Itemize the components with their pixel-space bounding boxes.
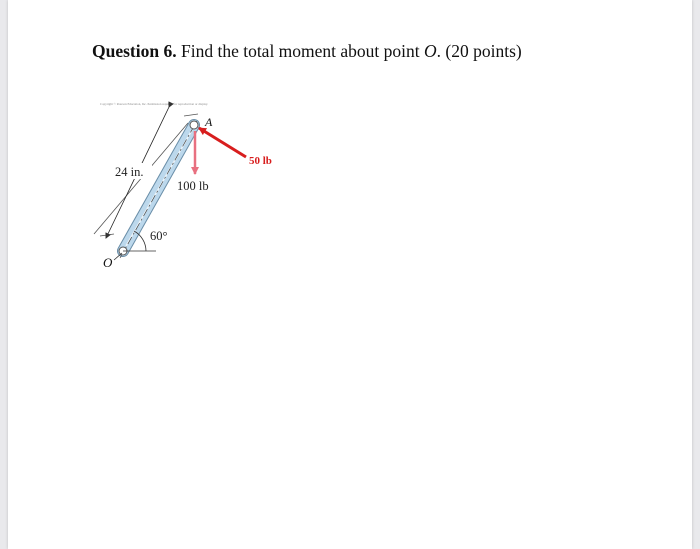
question-text-before: Find the total moment about point — [176, 41, 425, 61]
question-point: O — [424, 41, 437, 61]
question-label: Question 6. — [92, 41, 177, 61]
force-100lb-label: 100 lb — [177, 179, 209, 193]
document-page — [8, 0, 692, 549]
question-text-after: . (20 points) — [436, 41, 522, 61]
copyright-text: Copyright © Pearson Education, Inc. Permission required for reproduction or display. — [100, 103, 209, 106]
moment-diagram — [8, 0, 692, 549]
force-50lb-label: 50 lb — [249, 155, 272, 167]
pin-a — [190, 121, 198, 129]
angle-label: 60° — [150, 229, 168, 243]
point-o-label: O — [103, 255, 113, 270]
point-a-label: A — [205, 115, 213, 129]
force-50lb-arrow — [199, 128, 246, 157]
dimension-label: 24 in. — [115, 165, 144, 179]
